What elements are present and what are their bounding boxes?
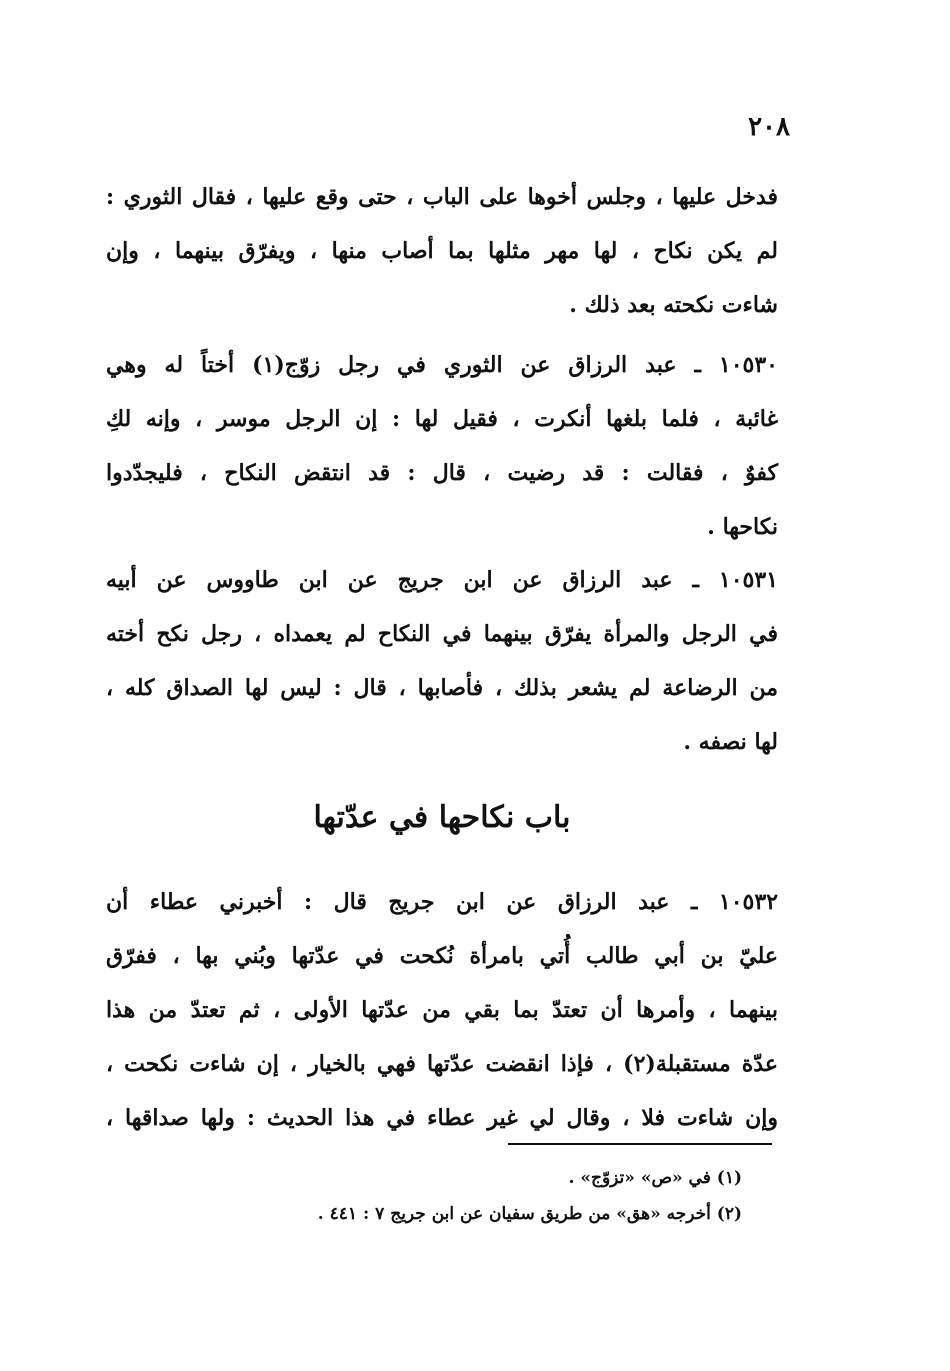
section-heading: باب نكاحها في عدّتها	[313, 800, 571, 835]
text-line: من الرضاعة لم يشعر بذلك ، فأصابها ، قال : ليس لها الصداق كله ،	[106, 675, 778, 701]
paragraph-10532	[106, 875, 778, 1145]
text-line: شاءت نكحته بعد ذلك .	[569, 292, 778, 318]
text-line: ١٠٥٣٢ ـ عبد الرزاق عن ابن جريج قال : أخبرني عطاء أن	[106, 889, 778, 915]
text-line: في الرجل والمرأة يفرّق بينهما في النكاح لم يعمداه ، رجل نكح أخته	[106, 621, 778, 647]
footnotes	[106, 1160, 742, 1232]
text-line: بينهما ، وأمرها أن تعتدّ بما بقي من عدّتها الأولى ، ثم تعتدّ من هذا	[106, 997, 778, 1023]
text-line: نكاحها .	[707, 514, 778, 540]
text-line: لم يكن نكاح ، لها مهر مثلها بما أصاب منها ، ويفرّق بينهما ، وإن	[106, 238, 778, 264]
paragraph-10531	[106, 553, 778, 769]
text-line: كفوٌ ، فقالت : قد رضيت ، قال : قد انتقض النكاح ، فليجدّدوا	[106, 460, 778, 486]
text-line: ١٠٥٣٠ ـ عبد الرزاق عن الثوري في رجل زوّج(١) أختاً له وهي	[106, 352, 778, 378]
footnote-2: (٢) أخرجه «هق» من طريق سفيان عن ابن جريج ٧ : ٤٤١ .	[317, 1204, 742, 1224]
paragraph-continuation	[106, 170, 778, 332]
text-line: عليّ بن أبي طالب أُتي بامرأة نُكحت في عدّتها وبُني بها ، ففرّق	[106, 943, 778, 969]
footnote-divider	[508, 1143, 772, 1145]
text-line: وإن شاءت فلا ، وقال لي غير عطاء في هذا الحديث : ولها صداقها ،	[106, 1105, 778, 1131]
paragraph-10530	[106, 338, 778, 554]
text-line: فدخل عليها ، وجلس أخوها على الباب ، حتى وقع عليها ، فقال الثوري :	[106, 184, 778, 210]
page-number: ٢٠٨	[748, 112, 790, 142]
text-line: لها نصفه .	[683, 729, 778, 755]
text-line: ١٠٥٣١ ـ عبد الرزاق عن ابن جريج عن ابن طاووس عن أبيه	[106, 567, 778, 593]
text-line: غائبة ، فلما بلغها أنكرت ، فقيل لها : إن الرجل موسر ، وإنه لكِ	[106, 406, 778, 432]
text-line: عدّة مستقبلة(٢) ، فإذا انقضت عدّتها فهي بالخيار ، إن شاءت نكحت ،	[106, 1051, 778, 1077]
footnote-1: (١) في «ص» «تزوّج» .	[568, 1168, 742, 1188]
